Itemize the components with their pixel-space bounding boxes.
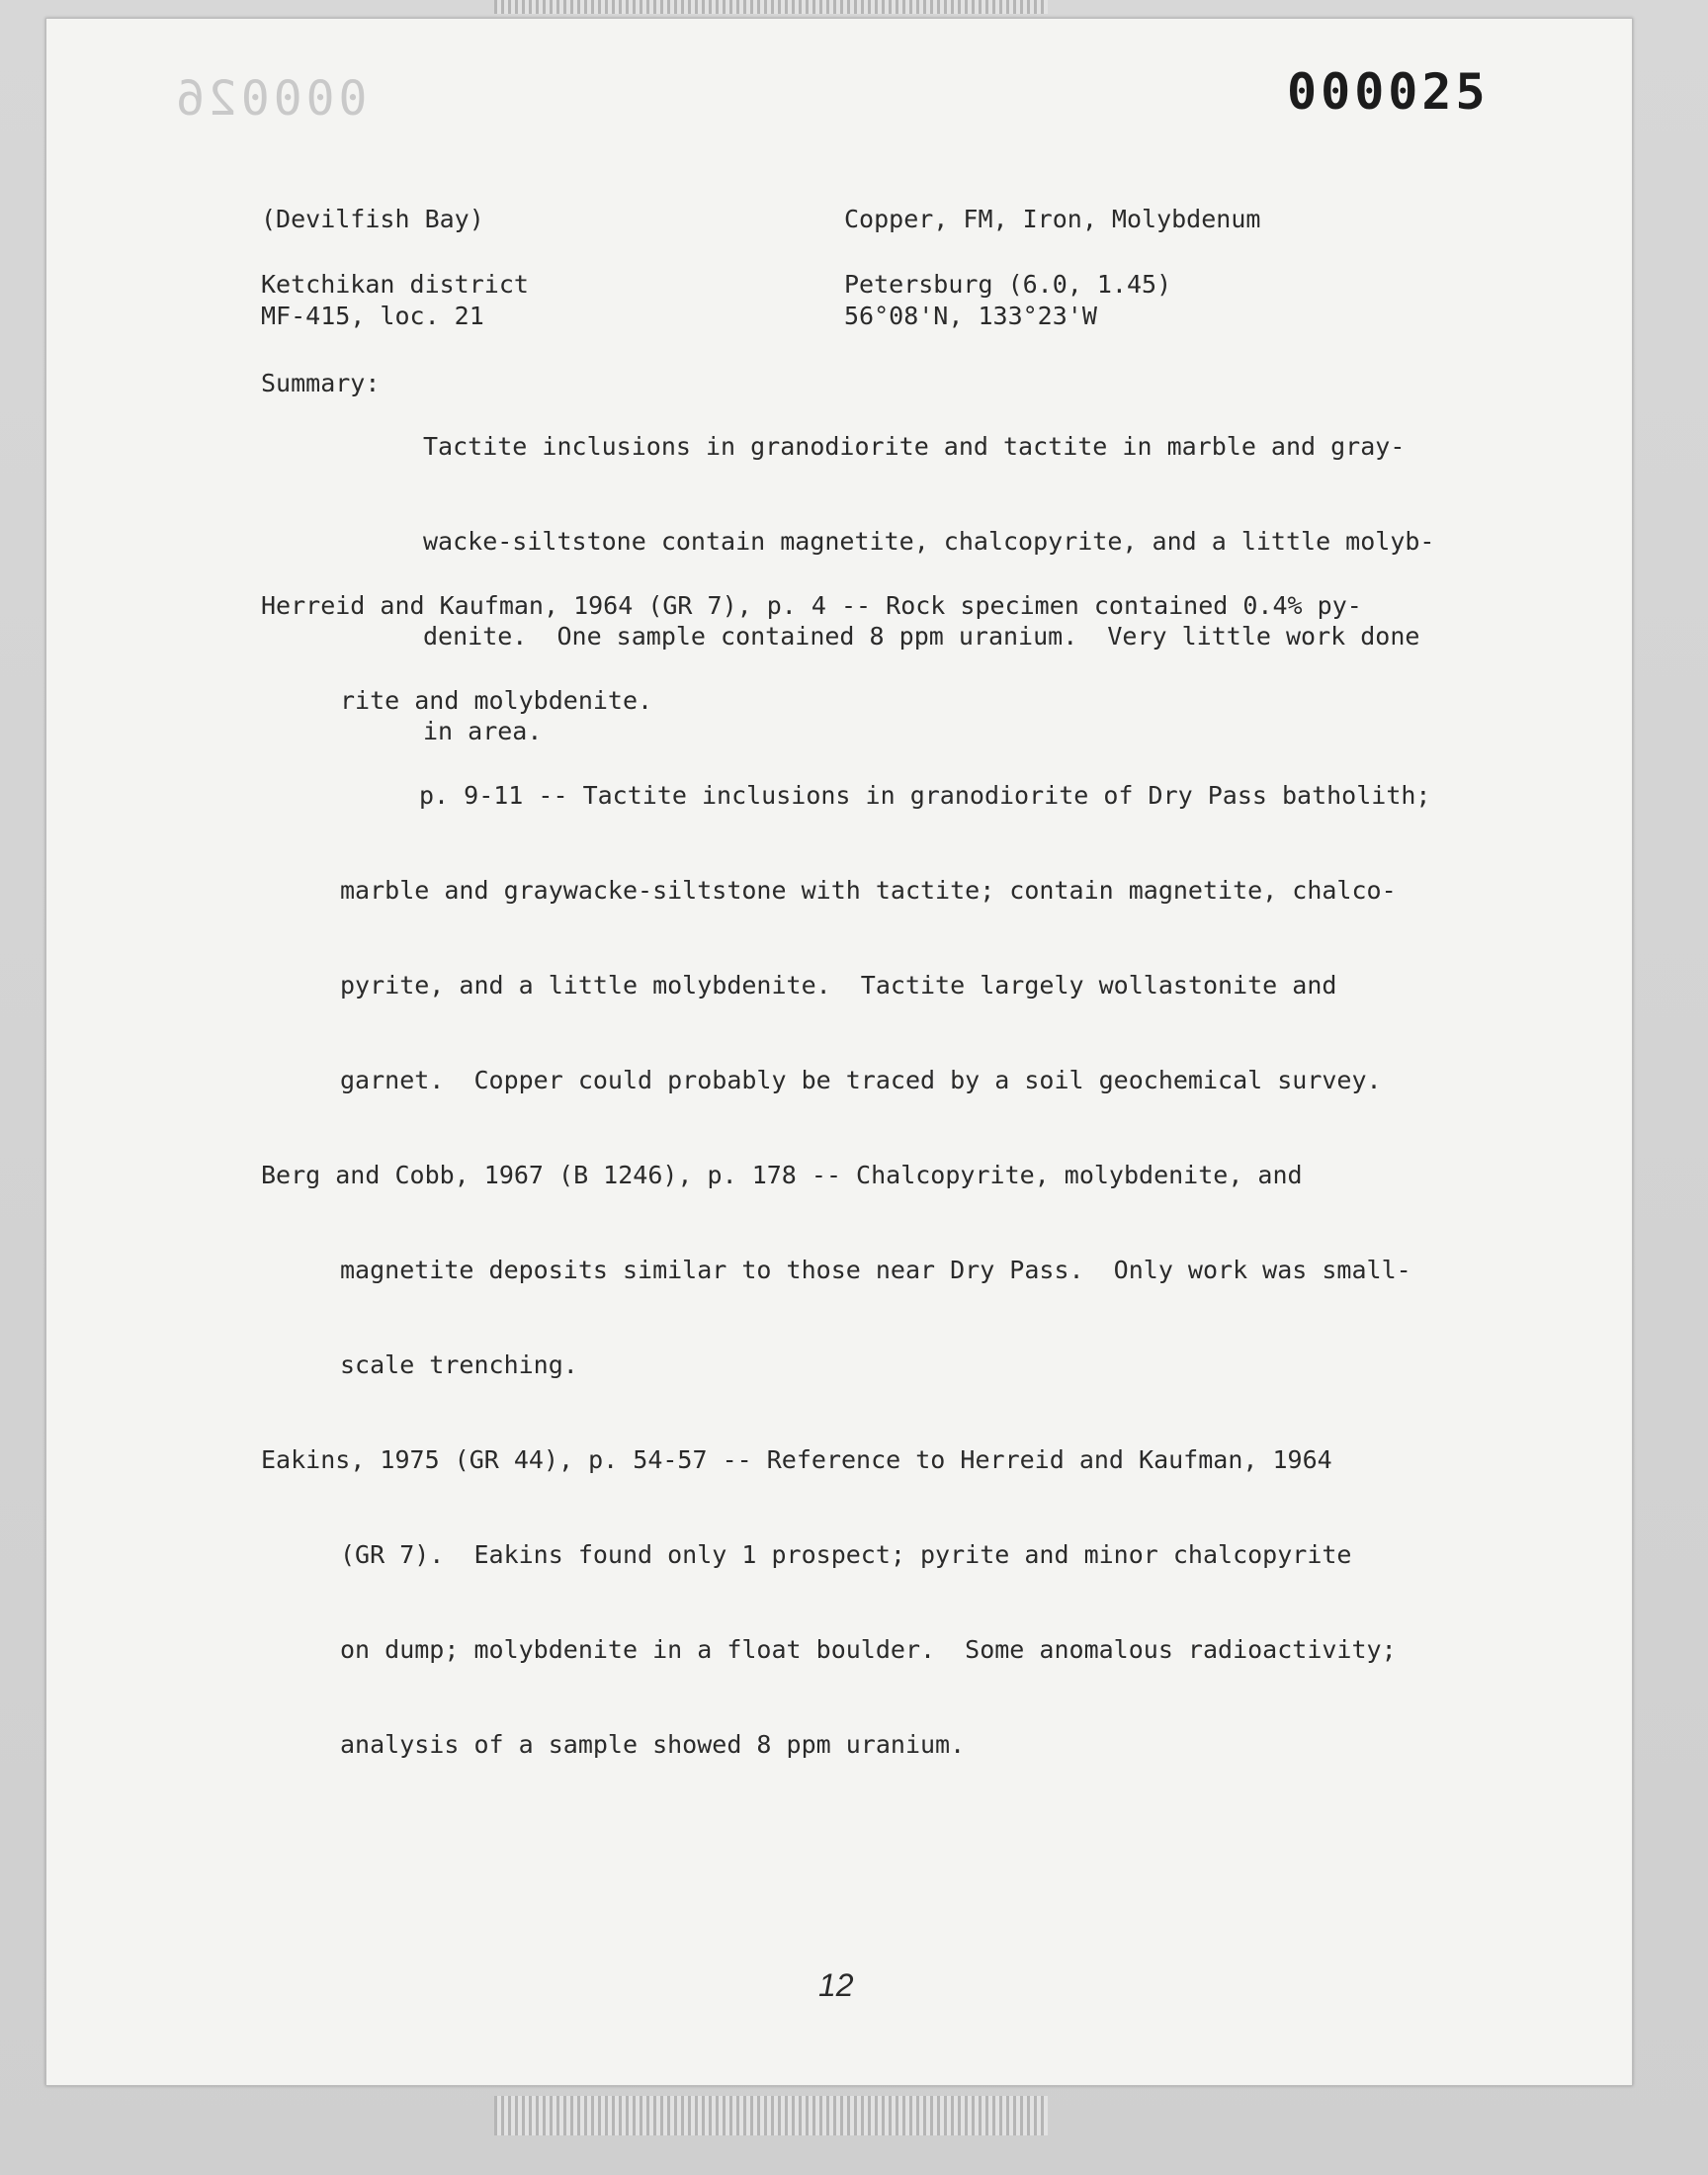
reference-line: marble and graywacke-siltstone with tactite; contain magnetite, chalco- [340, 876, 1397, 905]
reference-line: Herreid and Kaufman, 1964 (GR 7), p. 4 -- Rock specimen contained 0.4% py- [261, 591, 1362, 620]
reference-line: rite and molybdenite. [340, 686, 653, 715]
quadrangle: Petersburg (6.0, 1.45) [844, 270, 1172, 299]
reference-line: analysis of a sample showed 8 ppm uranium. [340, 1730, 966, 1759]
site-name: (Devilfish Bay) [261, 205, 484, 233]
summary-line: in area. [423, 717, 543, 745]
bleed-through-number: 000026 [172, 71, 368, 127]
page-number: 12 [818, 1967, 854, 2003]
summary-line: wacke-siltstone contain magnetite, chalcopyrite, and a little molyb- [423, 527, 1435, 556]
document-number-stamp: 000025 [1287, 63, 1490, 121]
references [261, 527, 1431, 1792]
commodities: Copper, FM, Iron, Molybdenum [844, 205, 1261, 233]
scanner-edge-bottom [494, 2096, 1048, 2135]
reference-line: p. 9-11 -- Tactite inclusions in granodiorite of Dry Pass batholith; [419, 781, 1431, 810]
reference-line: scale trenching. [340, 1350, 578, 1379]
reference-line: garnet. Copper could probably be traced by a soil geochemical survey. [340, 1066, 1382, 1094]
summary-line: Tactite inclusions in granodiorite and tactite in marble and gray- [423, 432, 1406, 461]
reference-line: Eakins, 1975 (GR 44), p. 54-57 -- Reference to Herreid and Kaufman, 1964 [261, 1445, 1332, 1474]
reference-line: magnetite deposits similar to those near Dry Pass. Only work was small- [340, 1256, 1411, 1284]
reference-line: on dump; molybdenite in a float boulder. Some anomalous radioactivity; [340, 1635, 1397, 1664]
coordinates: 56°08'N, 133°23'W [844, 302, 1097, 330]
summary-line: denite. One sample contained 8 ppm uranium. Very little work done [423, 622, 1420, 651]
reference-line: pyrite, and a little molybdenite. Tactite largely wollastonite and [340, 971, 1337, 1000]
reference-line: (GR 7). Eakins found only 1 prospect; pyrite and minor chalcopyrite [340, 1540, 1352, 1569]
district: Ketchikan district [261, 270, 529, 299]
summary-label: Summary: [261, 369, 381, 397]
map-reference: MF-415, loc. 21 [261, 302, 484, 330]
scanner-edge-top [494, 0, 1048, 14]
reference-line: Berg and Cobb, 1967 (B 1246), p. 178 -- Chalcopyrite, molybdenite, and [261, 1161, 1303, 1189]
